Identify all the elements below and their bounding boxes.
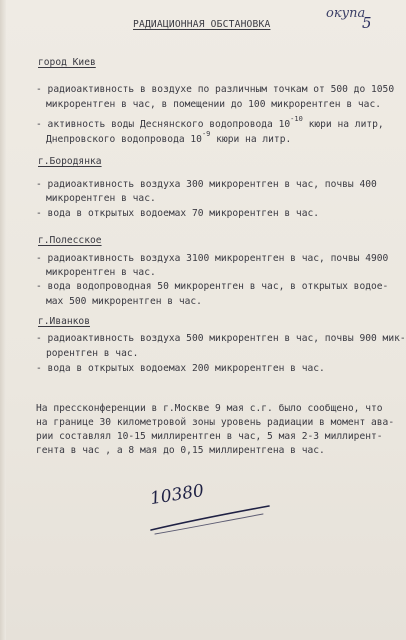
exponent: -9 bbox=[201, 130, 211, 138]
text-line: - вода в открытых водоемах 70 микрорентген в час. bbox=[36, 208, 320, 219]
text-line: микрорентген в час. bbox=[46, 193, 156, 204]
text-line: микрорентген в час. bbox=[46, 267, 156, 278]
paragraph-line: На прессконференции в г.Москве 9 мая с.г. было сообщено, что bbox=[36, 403, 383, 414]
text-line: - радиоактивность в воздухе по различным точкам от 500 до 1050 bbox=[36, 84, 395, 95]
page-edge-shadow bbox=[0, 0, 6, 640]
handwritten-number: 10380 bbox=[148, 480, 206, 510]
text-line: - радиоактивность воздуха 300 микрорентген в час, почвы 400 bbox=[36, 179, 377, 190]
city-heading-borodyanka: г.Бородянка bbox=[38, 156, 102, 167]
paragraph-line: рии составлял 10-15 миллирентген в час, 5 мая 2-3 миллирент- bbox=[36, 431, 383, 442]
document-title: РАДИАЦИОННАЯ ОБСТАНОВКА bbox=[133, 19, 271, 30]
text-fragment: кюри на литр, bbox=[308, 119, 384, 130]
handwritten-folio-note: окупа bbox=[326, 6, 366, 21]
text-fragment: Днепровского водопровода 10 bbox=[46, 134, 202, 145]
text-line bbox=[46, 131, 291, 145]
city-heading-polesskoe: г.Полесское bbox=[38, 235, 102, 246]
paragraph-line: гента в час , а 8 мая до 0,15 миллирентгена в час. bbox=[36, 445, 325, 456]
text-line: - вода водопроводная 50 микрорентген в час, в открытых водое- bbox=[36, 281, 389, 292]
text-line: микрорентген в час, в помещении до 100 микрорентген в час. bbox=[46, 99, 382, 110]
city-heading-ivankov: г.Иванков bbox=[38, 316, 90, 327]
text-line: - радиоактивность воздуха 3100 микрорентген в час, почвы 4900 bbox=[36, 253, 389, 264]
signature-underline-stroke bbox=[145, 488, 275, 538]
text-line: - радиоактивность воздуха 500 микрорентген в час, почвы 900 мик- bbox=[36, 333, 406, 344]
text-line: - вода в открытых водоемах 200 микрорентген в час. bbox=[36, 363, 325, 374]
text-line bbox=[36, 116, 384, 130]
paragraph-line: на границе 30 километровой зоны уровень радиации в момент ава- bbox=[36, 417, 395, 428]
exponent: -10 bbox=[290, 115, 303, 123]
text-fragment: кюри на литр. bbox=[216, 134, 292, 145]
city-heading-kiev: город Киев bbox=[38, 57, 96, 68]
folio-number: 5 bbox=[362, 14, 372, 32]
text-fragment: - активность воды Деснянского водопровода 10 bbox=[36, 119, 291, 130]
text-line: рорентген в час. bbox=[46, 348, 139, 359]
text-line: мах 500 микрорентген в час. bbox=[46, 296, 202, 307]
